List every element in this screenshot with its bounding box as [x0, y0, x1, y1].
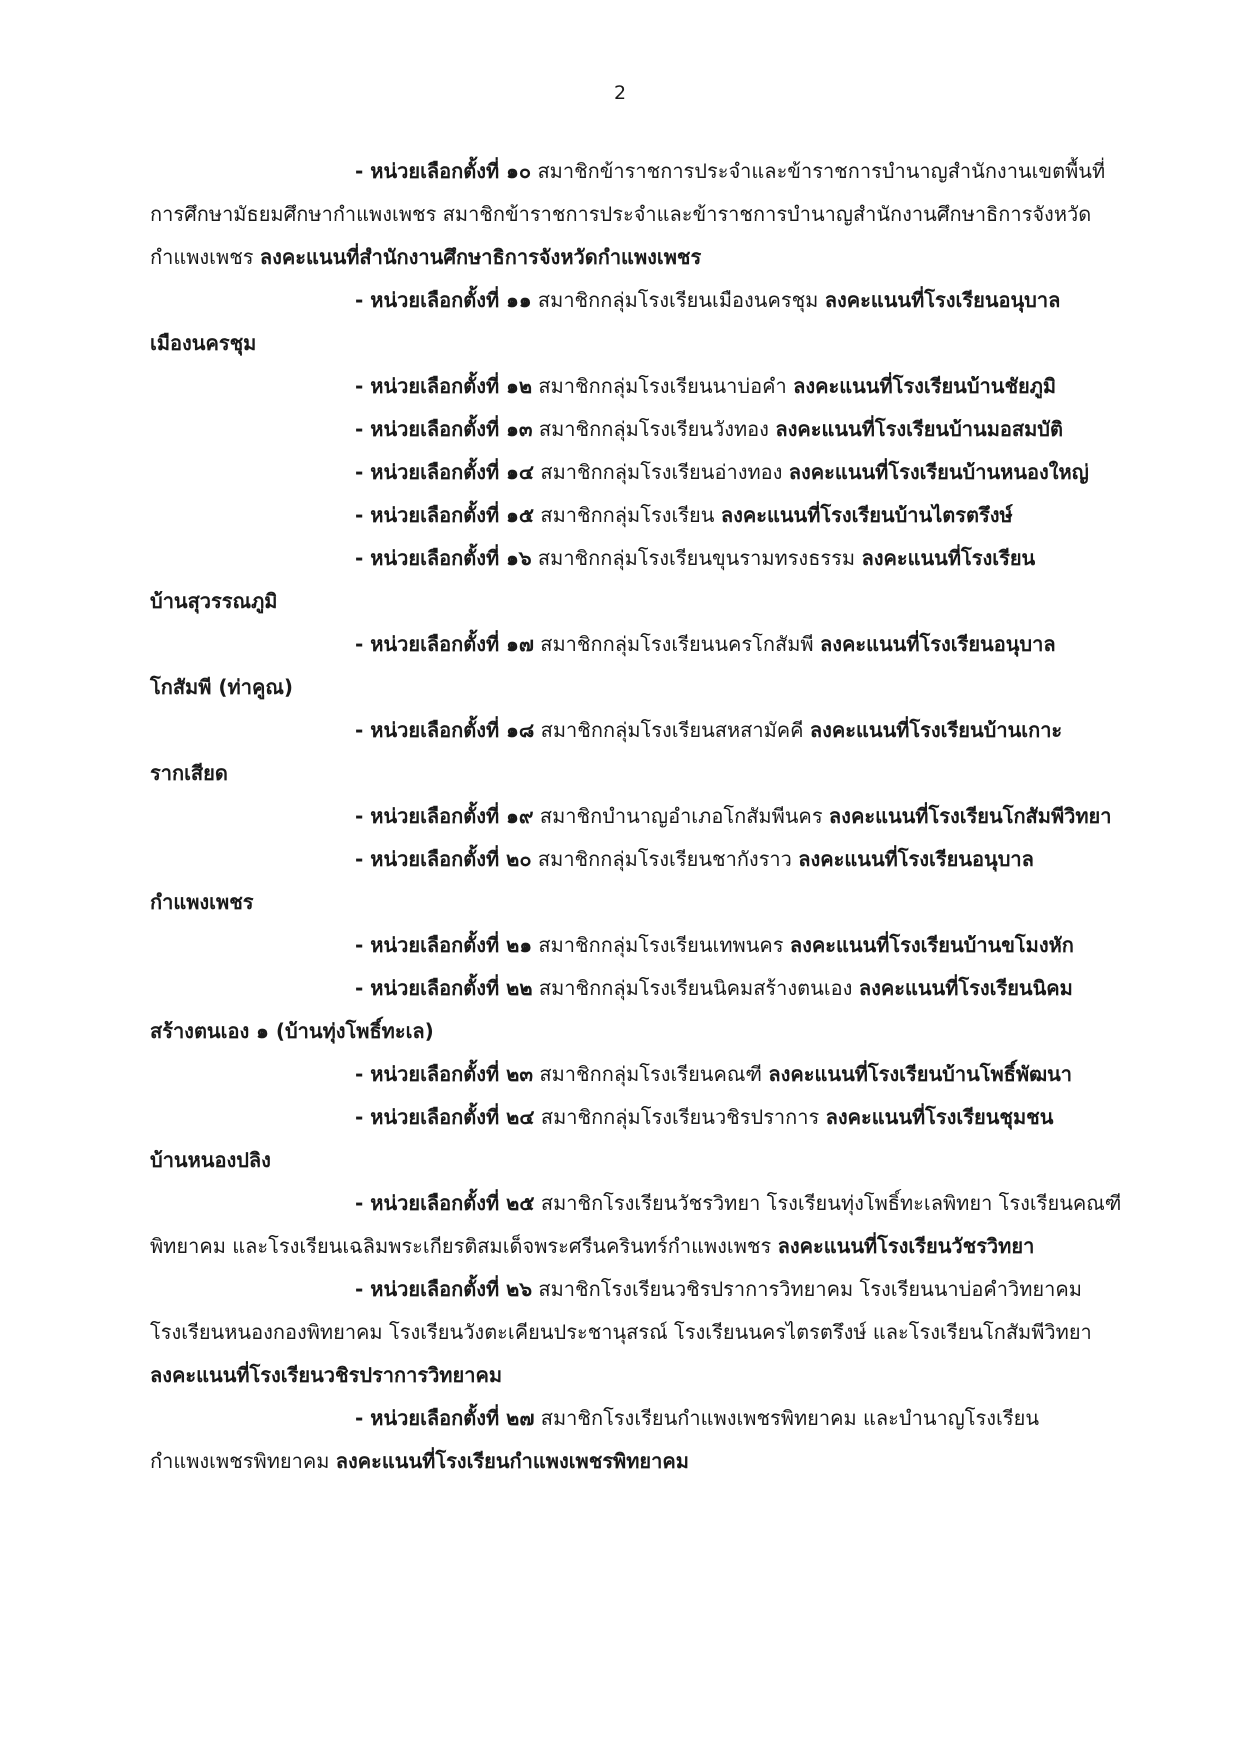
voting-location: ลงคะแนนที่โรงเรียนชุมชน: [825, 1105, 1054, 1129]
voting-location: โกสัมพี (ท่าคูณ): [150, 675, 294, 699]
polling-unit-entry: [150, 1053, 1140, 1096]
members-description: สมาชิกกลุ่มโรงเรียนนาบ่อคำ: [532, 374, 794, 398]
members-description: พิทยาคม และโรงเรียนเฉลิมพระเกียรติสมเด็จพระศรีนครินทร์กำแพงเพชร: [150, 1234, 778, 1258]
page-number: 2: [613, 82, 627, 104]
voting-location: ลงคะแนนที่โรงเรียนบ้านหนองใหญ่: [788, 460, 1089, 484]
polling-unit-entry: [150, 1397, 1140, 1483]
polling-unit-entry: [150, 537, 1140, 623]
polling-unit-number: - หน่วยเลือกตั้งที่ ๒๕: [355, 1191, 535, 1215]
members-description: สมาชิกกลุ่มโรงเรียนวชิรปราการ: [534, 1105, 826, 1129]
entry-continuation-line: [150, 666, 1140, 709]
entry-first-line: [150, 408, 1140, 451]
voting-location: ลงคะแนนที่โรงเรียนกำแพงเพชรพิทยาคม: [335, 1449, 689, 1473]
members-description: สมาชิกกลุ่มโรงเรียนขุนรามทรงธรรม: [531, 546, 862, 570]
polling-unit-number: - หน่วยเลือกตั้งที่ ๒๒: [355, 976, 533, 1000]
voting-location: รากเสียด: [150, 761, 228, 785]
polling-unit-number: - หน่วยเลือกตั้งที่ ๒๗: [355, 1406, 535, 1430]
entry-continuation-line: [150, 1311, 1140, 1354]
entry-continuation-line: [150, 322, 1140, 365]
entry-continuation-line: [150, 1139, 1140, 1182]
entry-continuation-line: [150, 193, 1140, 236]
entry-continuation-line: [150, 752, 1140, 795]
voting-location: ลงคะแนนที่โรงเรียนนิคม: [858, 976, 1073, 1000]
members-description: สมาชิกกลุ่มโรงเรียนอ่างทอง: [534, 460, 789, 484]
polling-unit-entry: [150, 408, 1140, 451]
members-description: สมาชิกกลุ่มโรงเรียนนครโกสัมพี: [533, 632, 820, 656]
members-description: กำแพงเพชรพิทยาคม: [150, 1449, 336, 1473]
polling-unit-entry: [150, 365, 1140, 408]
entry-first-line: [150, 494, 1140, 537]
polling-unit-number: - หน่วยเลือกตั้งที่ ๒๐: [355, 847, 532, 871]
entry-continuation-line: [150, 1354, 1140, 1397]
members-description: กำแพงเพชร: [150, 245, 260, 269]
voting-location: บ้านหนองปลิง: [150, 1148, 271, 1172]
members-description: สมาชิกกลุ่มโรงเรียนเทพนคร: [532, 933, 790, 957]
entry-first-line: [150, 150, 1140, 193]
voting-location: ลงคะแนนที่โรงเรียนวัชรวิทยา: [777, 1234, 1035, 1258]
polling-unit-entry: [150, 795, 1140, 838]
polling-unit-entry: [150, 451, 1140, 494]
polling-unit-entry: [150, 150, 1140, 279]
entry-first-line: [150, 967, 1140, 1010]
polling-unit-number: - หน่วยเลือกตั้งที่ ๑๔: [355, 460, 535, 484]
voting-location: ลงคะแนนที่โรงเรียนวชิรปราการวิทยาคม: [150, 1363, 503, 1387]
voting-location: ลงคะแนนที่โรงเรียนโกสัมพีวิทยา: [828, 804, 1112, 828]
polling-unit-entry: [150, 709, 1140, 795]
polling-unit-entry: [150, 1268, 1140, 1397]
polling-unit-number: - หน่วยเลือกตั้งที่ ๑๑: [355, 288, 532, 312]
entry-first-line: [150, 795, 1140, 838]
polling-unit-number: - หน่วยเลือกตั้งที่ ๑๘: [355, 718, 535, 742]
entry-first-line: [150, 1053, 1140, 1096]
entry-first-line: [150, 537, 1140, 580]
polling-unit-number: - หน่วยเลือกตั้งที่ ๒๖: [355, 1277, 533, 1301]
polling-unit-number: - หน่วยเลือกตั้งที่ ๑๓: [355, 417, 533, 441]
entry-first-line: [150, 451, 1140, 494]
members-description: สมาชิกโรงเรียนวัชรวิทยา โรงเรียนทุ่งโพธิ์ทะเลพิทยา โรงเรียนคณฑี: [534, 1191, 1122, 1215]
polling-unit-entry: [150, 279, 1140, 365]
entry-first-line: [150, 709, 1140, 752]
entry-first-line: [150, 1182, 1140, 1225]
members-description: สมาชิกกลุ่มโรงเรียนเมืองนครชุม: [531, 288, 825, 312]
polling-unit-number: - หน่วยเลือกตั้งที่ ๒๑: [355, 933, 533, 957]
entry-first-line: [150, 924, 1140, 967]
voting-location: ลงคะแนนที่โรงเรียนอนุบาล: [824, 288, 1061, 312]
entry-first-line: [150, 1096, 1140, 1139]
entry-continuation-line: [150, 1010, 1140, 1053]
entry-first-line: [150, 365, 1140, 408]
entry-first-line: [150, 838, 1140, 881]
voting-location: ลงคะแนนที่โรงเรียน: [861, 546, 1036, 570]
polling-unit-entry: [150, 1096, 1140, 1182]
members-description: การศึกษามัธยมศึกษากำแพงเพชร สมาชิกข้าราชการประจำและข้าราชการบำนาญสำนักงานศึกษาธิการจังหวัด: [150, 202, 1092, 226]
voting-location: ลงคะแนนที่โรงเรียนอนุบาล: [798, 847, 1034, 871]
polling-unit-entry: [150, 838, 1140, 924]
polling-unit-number: - หน่วยเลือกตั้งที่ ๑๖: [355, 546, 532, 570]
entry-continuation-line: [150, 236, 1140, 279]
voting-location: ลงคะแนนที่โรงเรียนบ้านไตรตรึงษ์: [720, 503, 1013, 527]
members-description: โรงเรียนหนองกองพิทยาคม โรงเรียนวังตะเคียนประชานุสรณ์ โรงเรียนนครไตรตรึงษ์ และโรงเรียนโกสัมพีวิทยา: [150, 1320, 1092, 1344]
polling-unit-entry: [150, 623, 1140, 709]
entry-continuation-line: [150, 881, 1140, 924]
polling-unit-entry: [150, 1182, 1140, 1268]
members-description: สมาชิกกลุ่มโรงเรียนคณฑี: [533, 1062, 769, 1086]
polling-unit-number: - หน่วยเลือกตั้งที่ ๑๒: [355, 374, 533, 398]
polling-unit-number: - หน่วยเลือกตั้งที่ ๑๗: [355, 632, 534, 656]
polling-unit-number: - หน่วยเลือกตั้งที่ ๒๓: [355, 1062, 534, 1086]
members-description: สมาชิกโรงเรียนวชิรปราการวิทยาคม โรงเรียนนาบ่อคำวิทยาคม: [532, 1277, 1082, 1301]
voting-location: กำแพงเพชร: [150, 890, 254, 914]
entry-first-line: [150, 1397, 1140, 1440]
polling-unit-entry: [150, 967, 1140, 1053]
members-description: สมาชิกกลุ่มโรงเรียนชากังราว: [531, 847, 799, 871]
voting-location: ลงคะแนนที่โรงเรียนบ้านมอสมบัติ: [775, 417, 1063, 441]
members-description: สมาชิกข้าราชการประจำและข้าราชการบำนาญสำนักงานเขตพื้นที่: [531, 159, 1106, 183]
members-description: สมาชิกกลุ่มโรงเรียนวังทอง: [532, 417, 776, 441]
voting-location: ลงคะแนนที่โรงเรียนอนุบาล: [819, 632, 1056, 656]
voting-location: ลงคะแนนที่โรงเรียนบ้านเกาะ: [809, 718, 1063, 742]
entry-first-line: [150, 279, 1140, 322]
polling-unit-entry: [150, 494, 1140, 537]
polling-unit-entry: [150, 924, 1140, 967]
entry-first-line: [150, 1268, 1140, 1311]
document-body: [150, 150, 1140, 1483]
polling-unit-number: - หน่วยเลือกตั้งที่ ๑๙: [355, 804, 534, 828]
members-description: สมาชิกโรงเรียนกำแพงเพชรพิทยาคม และบำนาญโรงเรียน: [534, 1406, 1040, 1430]
members-description: สมาชิกกลุ่มโรงเรียนสหสามัคคี: [534, 718, 810, 742]
voting-location: เมืองนครชุม: [150, 331, 257, 355]
entry-first-line: [150, 623, 1140, 666]
polling-unit-number: - หน่วยเลือกตั้งที่ ๒๔: [355, 1105, 535, 1129]
entry-continuation-line: [150, 1225, 1140, 1268]
voting-location: ลงคะแนนที่โรงเรียนบ้านโพธิ์พัฒนา: [768, 1062, 1073, 1086]
members-description: สมาชิกกลุ่มโรงเรียน: [534, 503, 721, 527]
voting-location: ลงคะแนนที่โรงเรียนบ้านชัยภูมิ: [793, 374, 1057, 398]
polling-unit-number: - หน่วยเลือกตั้งที่ ๑๕: [355, 503, 535, 527]
voting-location: สร้างตนเอง ๑ (บ้านทุ่งโพธิ์ทะเล): [150, 1019, 434, 1043]
polling-unit-number: - หน่วยเลือกตั้งที่ ๑๐: [355, 159, 532, 183]
voting-location: บ้านสุวรรณภูมิ: [150, 589, 278, 613]
entry-continuation-line: [150, 1440, 1140, 1483]
voting-location: ลงคะแนนที่โรงเรียนบ้านขโมงหัก: [789, 933, 1074, 957]
entry-continuation-line: [150, 580, 1140, 623]
members-description: สมาชิกบำนาญอำเภอโกสัมพีนคร: [533, 804, 829, 828]
voting-location: ลงคะแนนที่สำนักงานศึกษาธิการจังหวัดกำแพงเพชร: [259, 245, 702, 269]
members-description: สมาชิกกลุ่มโรงเรียนนิคมสร้างตนเอง: [532, 976, 859, 1000]
